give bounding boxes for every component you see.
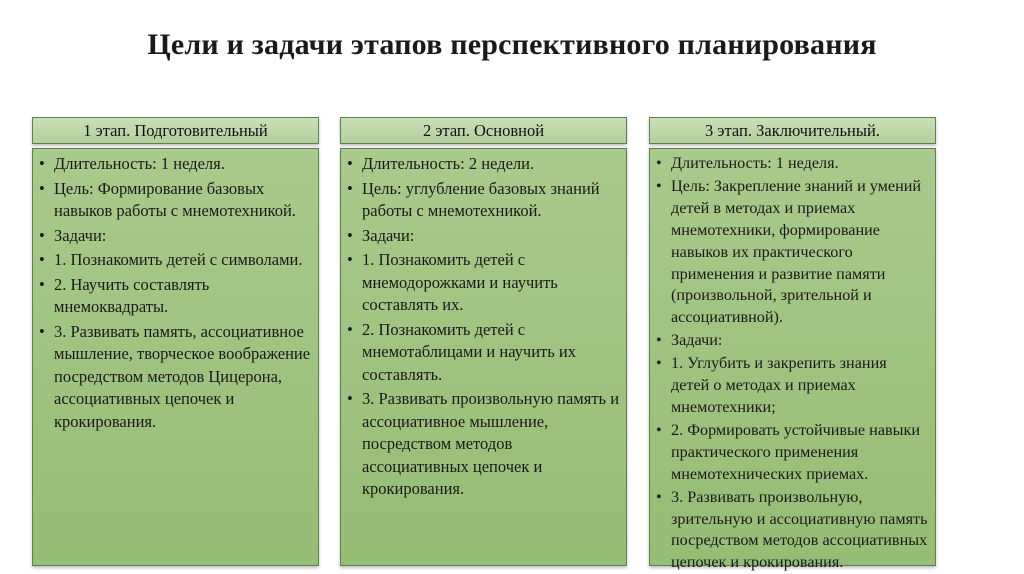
stage-2-list [345,153,620,501]
stage-1-body [32,148,319,566]
stage-3-item-task-2: • 2. Формировать устойчивые навыки практического применения мнемотехнических приемах. [654,420,929,486]
stage-1-header: 1 этап. Подготовительный [32,117,319,144]
stage-3-item-duration: • Длительность: 1 неделя. [654,153,929,175]
stage-2-item-tasks-label: • Задачи: [345,225,620,248]
stage-1-list [37,153,312,433]
stage-3-item-tasks-label: • Задачи: [654,330,929,352]
stage-2-header: 2 этап. Основной [340,117,627,144]
stage-2-item-duration: • Длительность: 2 недели. [345,153,620,176]
stage-2-item-task-3: • 3. Развивать произвольную память и ассоциативное мышление, посредством методов ассоциативных цепочек и крокирования. [345,388,620,501]
stage-2-body [340,148,627,566]
stage-1-item-task-3: • 3. Развивать память, ассоциативное мышление, творческое воображение посредством методов Цицерона, ассоциативных цепочек и крокирования. [37,321,312,434]
stage-1-column [32,117,319,566]
stage-3-item-task-3: • 3. Развивать произвольную, зрительную и ассоциативную память посредством методов ассоциативных цепочек и крокирования. [654,487,929,574]
stage-2-item-goal: • Цель: углубление базовых знаний работы с мнемотехникой. [345,178,620,223]
stage-2-item-task-2: • 2. Познакомить детей с мнемотаблицами и научить их составлять. [345,319,620,387]
stage-3-body [649,148,936,572]
stage-3-column [649,117,936,572]
stage-3-list [654,153,929,574]
stage-1-item-tasks-label: • Задачи: [37,225,312,248]
stage-2-item-task-1: • 1. Познакомить детей с мнемодорожками и научить составлять их. [345,249,620,317]
stage-2-column [340,117,627,566]
stage-3-item-goal: • Цель: Закрепление знаний и умений детей в методах и приемах мнемотехники, формирование навыков их практического применения и развитие памяти (произвольной, зрительной и ассоциативной). [654,176,929,329]
stage-1-item-task-1: • 1. Познакомить детей с символами. [37,249,312,272]
stage-1-item-goal: • Цель: Формирование базовых навыков работы с мнемотехникой. [37,178,312,223]
stage-3-item-task-1: • 1. Углубить и закрепить знания детей о методах и приемах мнемотехники; [654,353,929,419]
slide-title: Цели и задачи этапов перспективного планирования [147,28,877,61]
stage-3-header: 3 этап. Заключительный. [649,117,936,144]
stage-1-item-task-2: • 2. Научить составлять мнемоквадраты. [37,274,312,319]
stage-1-item-duration: • Длительность: 1 неделя. [37,153,312,176]
